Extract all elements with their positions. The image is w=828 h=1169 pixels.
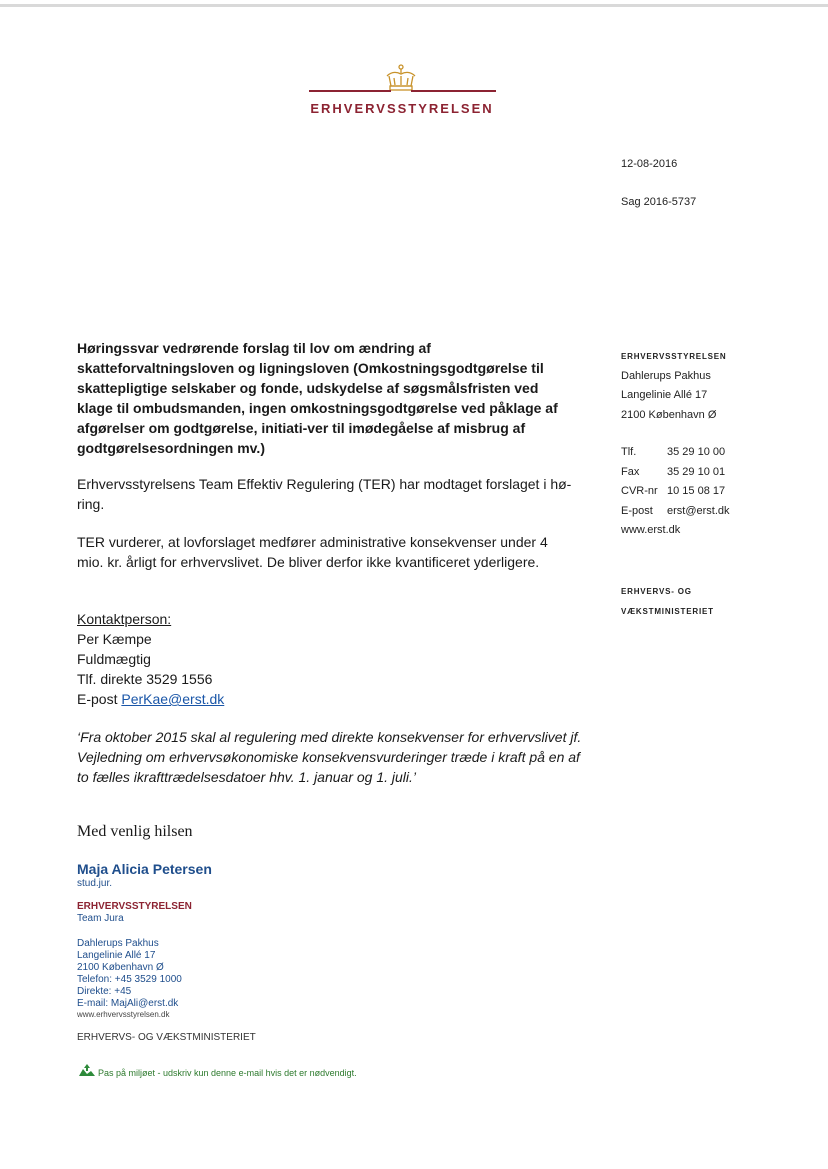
sidebar-fax: 35 29 10 01 (667, 465, 726, 478)
sidebar-ministry-2: VÆKSTMINISTERIET (621, 606, 714, 616)
contact-email-label: E-post (77, 691, 118, 707)
sidebar-cvr-label: CVR-nr (621, 485, 658, 497)
eco-note (77, 1062, 357, 1078)
regulation-quote: ‘Fra oktober 2015 skal al regulering med direkte konsekvenser for erhvervslivet jf. Vejledning om erhvervsøkonomiske konsekvensvurderinger træde i kraft på en af to fælles ikrafttrædelsesdatoer hhv. 1. januar og 1. juli.’ (77, 729, 582, 785)
contact-name: Per Kæmpe (77, 631, 152, 647)
subject-heading: Høringssvar vedrørende forslag til lov om ændring af skatteforvaltningsloven og ligningsloven (Omkostningsgodtgørelse til skattepligtige selskaber og fonde, udskydelse af søgsmålsfristen ved klage til ombudsmanden, ingen omkostningsgodtgørelse ved påklage af afgørelser om godtgørelse, initiati-ver til imødegåelse af misbrug af godtgørelsesordningen mv.) (77, 340, 558, 456)
contact-block (77, 609, 224, 709)
sidebar-address-1: Dahlerups Pakhus (621, 369, 711, 382)
signature-web[interactable]: www.erhvervsstyrelsen.dk (77, 1010, 170, 1019)
sidebar-email-row (621, 502, 730, 522)
signature-address-1: Dahlerups Pakhus (77, 938, 159, 949)
signature-degree: stud.jur. (77, 878, 113, 889)
crown-icon (383, 64, 419, 92)
sidebar-email[interactable]: erst@erst.dk (667, 504, 730, 517)
body-paragraph-1: Erhvervsstyrelsens Team Effektiv Regulering (TER) har modtaget forslaget i hø-ring. (77, 476, 572, 512)
recycle-icon (77, 1062, 97, 1078)
sidebar-cvr-row (621, 482, 730, 502)
signature-direct: Direkte: +45 (77, 986, 132, 997)
body-paragraph-2: TER vurderer, at lovforslaget medfører administrative konsekvenser under 4 mio. kr. årligt for erhvervslivet. De bliver derfor ikke kvantificeret yderligere. (77, 534, 548, 570)
sidebar-cvr: 10 15 08 17 (667, 485, 726, 497)
logo-rule-right (411, 90, 496, 92)
signature-email[interactable]: E-mail: MajAli@erst.dk (77, 998, 179, 1009)
sidebar-address-2: Langelinie Allé 17 (621, 389, 708, 401)
signature-org: ERHVERVSSTYRELSEN (77, 901, 192, 912)
brand-name: ERHVERVSSTYRELSEN (310, 101, 494, 116)
sidebar-address-3: 2100 København Ø (621, 408, 717, 421)
signature-phone: Telefon: +45 3529 1000 (77, 974, 182, 985)
case-number: Sag 2016-5737 (621, 196, 697, 208)
scan-top-edge (0, 4, 828, 7)
sidebar-phone: 35 29 10 00 (667, 446, 726, 458)
letter-date: 12-08-2016 (621, 158, 678, 170)
sidebar-ministry-1: ERHVERVS- OG (621, 587, 692, 596)
logo-rule-left (309, 90, 391, 92)
contact-title: Fuldmægtig (77, 651, 151, 667)
sidebar-contact (621, 443, 730, 541)
contact-heading: Kontaktperson: (77, 611, 172, 627)
sidebar-fax-row (621, 463, 730, 483)
sidebar-ministry (621, 582, 714, 621)
contact-email-link[interactable]: PerKae@erst.dk (121, 691, 225, 707)
sidebar-fax-label: Fax (621, 465, 640, 478)
signature-ministry: ERHVERVS- OG VÆKSTMINISTERIET (77, 1032, 256, 1043)
signature-address-2: Langelinie Allé 17 (77, 950, 156, 961)
closing-greeting: Med venlig hilsen (77, 823, 193, 840)
sidebar-web[interactable]: www.erst.dk (621, 524, 681, 536)
signature-address-3: 2100 København Ø (77, 962, 164, 973)
sidebar-org: ERHVERVSSTYRELSEN (621, 352, 727, 361)
sidebar-email-label: E-post (621, 504, 653, 517)
sidebar-phone-row (621, 443, 730, 463)
signature-team: Team Jura (77, 913, 124, 924)
eco-note-text: Pas på miljøet - udskriv kun denne e-mail hvis det er nødvendigt. (98, 1068, 357, 1078)
sidebar-phone-label: Tlf. (621, 446, 637, 458)
sidebar-address (621, 347, 726, 425)
contact-email-row (77, 689, 224, 709)
contact-phone: Tlf. direkte 3529 1556 (77, 671, 213, 687)
signature-name: Maja Alicia Petersen (77, 861, 212, 877)
